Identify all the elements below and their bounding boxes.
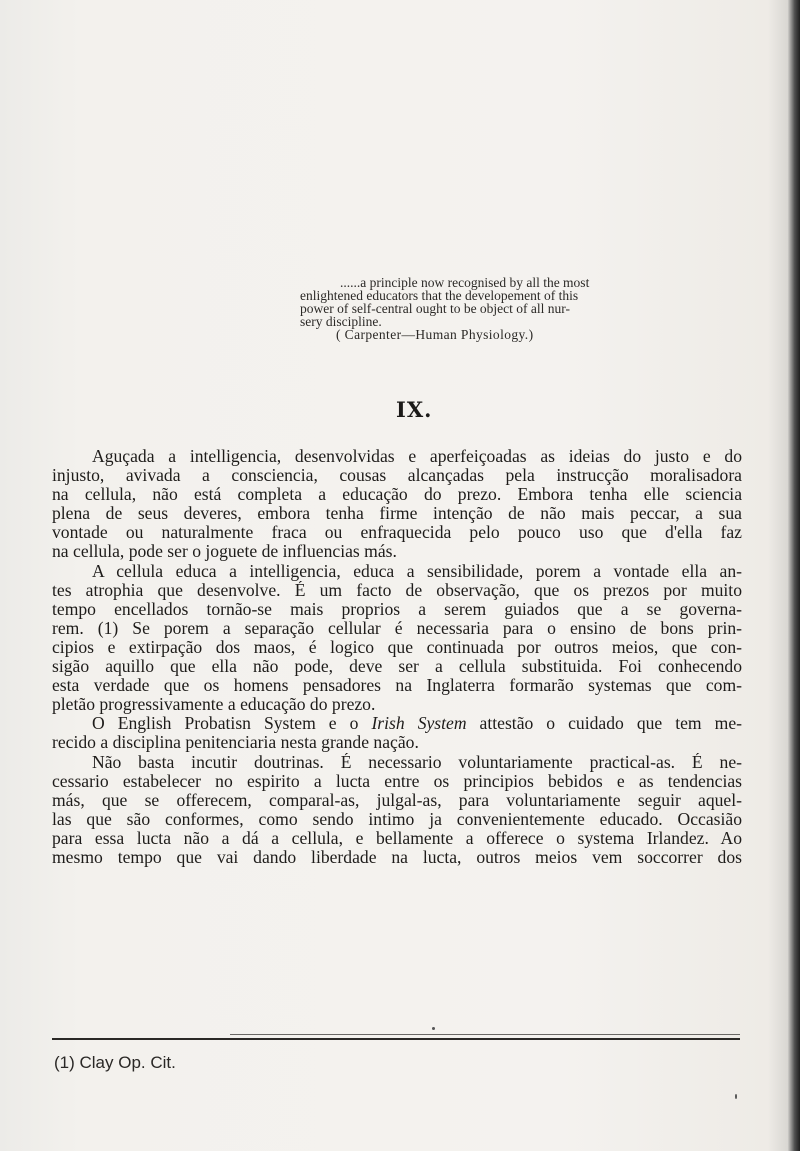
body-line: Não basta incutir doutrinas. É necessario voluntariamente practical-as. É ne- <box>92 752 742 772</box>
body-line-italic: O English Probatisn System e o Irish System attestão o cuidado que tem me- <box>92 714 742 734</box>
body-line: para essa lucta não a dá a cellula, e bellamente a offerece o systema Irlandez. Ao <box>52 828 742 848</box>
body-line: tes atrophia que desenvolve. É um facto de observação, que os prezos por muito <box>52 580 742 600</box>
body-line: pletão progressivamente a educação do prezo. <box>52 695 376 715</box>
italic-phrase: Irish System <box>371 714 467 734</box>
body-line: A cellula educa a intelligencia, educa a sensibilidade, porem a vontade ella an- <box>92 561 742 581</box>
paper-speck <box>432 1027 435 1030</box>
body-text <box>52 447 742 867</box>
body-line: las que são conformes, como sendo intimo ja convenientemente educado. Occasião <box>52 809 742 829</box>
body-line: na cellula, pode ser o joguete de influencias más. <box>52 542 397 562</box>
section-number: IX. <box>396 397 433 422</box>
body-line: tempo encellados tornão-se mais proprios a serem guiados que a se governa- <box>52 599 742 619</box>
epigraph-line: power of self-central ought to be object of all nur- <box>300 301 571 316</box>
footnote: (1) Clay Op. Cit. <box>54 1053 176 1072</box>
body-line: Aguçada a intelligencia, desenvolvidas e aperfeiçoadas as ideias do justo e do <box>92 447 742 466</box>
body-line: esta verdade que os homens pensadores na Inglaterra formarão systemas que com- <box>52 676 742 696</box>
body-line: injusto, avivada a consciencia, cousas alcançadas pela instrucção moralisadora <box>52 466 742 486</box>
body-line: na cellula, não está completa a educação do prezo. Embora tenha elle sciencia <box>52 485 742 505</box>
epigraph-line: sery discipline. <box>300 314 382 329</box>
footnote-rule-thin <box>230 1034 740 1035</box>
epigraph-line: ......a principle now recognised by all the most <box>340 275 590 290</box>
body-line: vontade ou naturalmente fraca ou enfraquecida pelo pouco uso que d'ella faz <box>52 523 742 543</box>
body-line: recido a disciplina penitenciaria nesta grande nação. <box>52 733 419 753</box>
footnote-rule <box>52 1038 740 1040</box>
body-line: sigão aquillo que ella não pode, deve ser a cellula substituida. Foi conhecendo <box>52 657 742 677</box>
body-line: cipios e extirpação dos maos, é logico que continuada por outros meios, que con- <box>52 637 742 657</box>
epigraph-citation: ( Carpenter—Human Physiology.) <box>336 327 534 342</box>
epigraph <box>300 276 740 341</box>
paper-speck <box>735 1094 737 1099</box>
epigraph-line: enlightened educators that the developement of this <box>300 288 579 303</box>
body-line: plena de seus deveres, embora tenha firme intenção de não mais peccar, a sua <box>52 504 742 524</box>
body-line: rem. (1) Se porem a separação cellular é necessaria para o ensino de bons prin- <box>52 618 742 638</box>
body-line: cessario estabelecer no espirito a lucta entre os principios bebidos e as tendencias <box>52 771 742 791</box>
body-line: más, que se offerecem, comparal-as, julgal-as, para voluntariamente seguir aquel- <box>52 790 742 810</box>
page-edge-shadow <box>788 0 800 1151</box>
body-line: mesmo tempo que vai dando liberdade na lucta, outros meios vem soccorrer dos <box>52 847 742 867</box>
